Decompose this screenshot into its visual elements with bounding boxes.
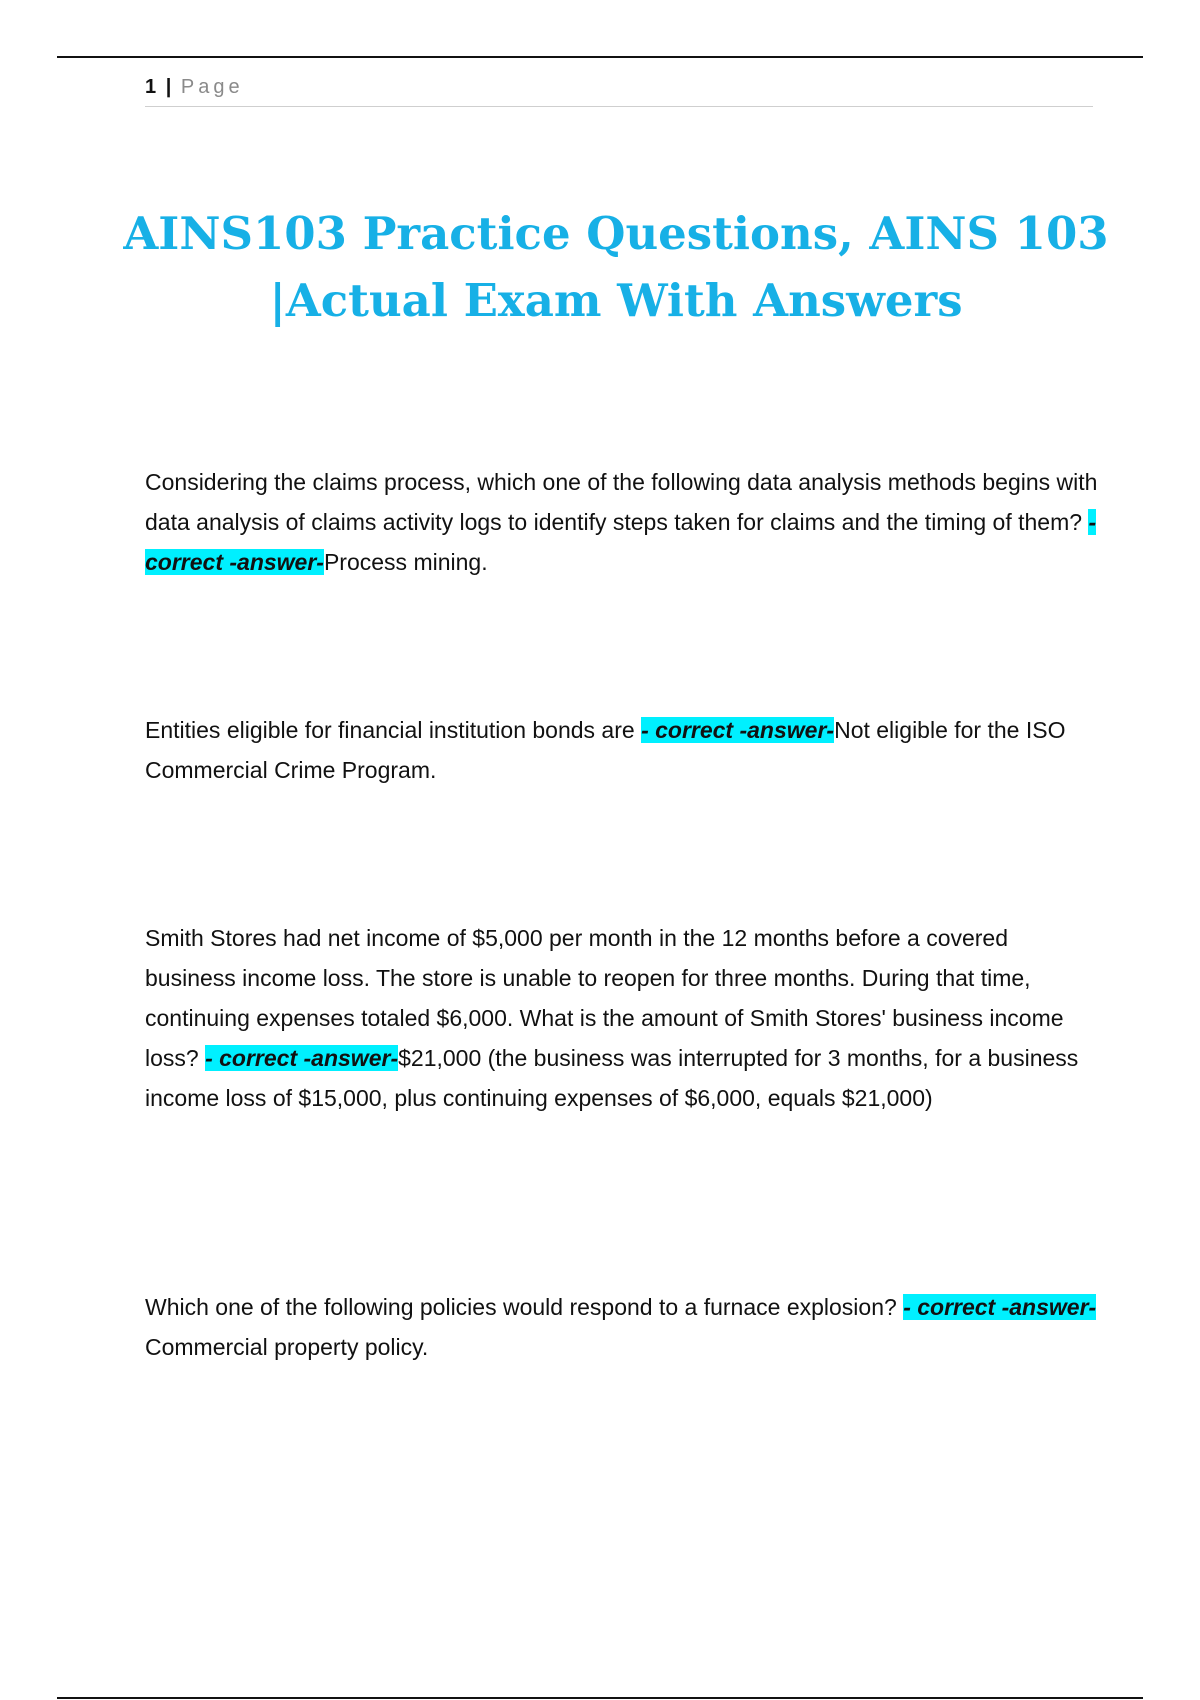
answer-text: $21,000 (the business was interrupted for 3 months, for a business income loss of $15,000, plus continuing expenses of $6,000, equals $21,000) [145,1045,1079,1111]
page-bottom-rule [57,1697,1143,1699]
document-title [120,200,1112,334]
answer-marker: - correct -answer- [205,1045,399,1071]
page-number: 1 [145,76,157,98]
question-block [145,918,1105,1118]
answer-text: Not eligible for the ISO Commercial Crime Program. [145,717,1066,783]
page-separator: | [165,76,172,98]
page-label: Page [180,76,244,98]
question-block [145,462,1105,582]
answer-marker: - correct -answer- [903,1294,1097,1320]
answer-marker: - correct -answer- [145,509,1097,575]
question-text: Entities eligible for financial institution bonds are [145,717,642,743]
page-header [145,74,1093,107]
document-title-line-2: |Actual Exam With Answers [269,274,963,327]
question-text: Considering the claims process, which one of the following data analysis methods begins with data analysis of claims activity logs to identify steps taken for claims and the timing of them? [145,469,1098,535]
question-block [145,1287,1105,1367]
answer-text: Commercial property policy. [145,1334,429,1360]
document-title-line-1: AINS103 Practice Questions, AINS 103 [123,207,1109,260]
answer-marker: - correct -answer- [641,717,835,743]
question-text: Smith Stores had net income of $5,000 per month in the 12 months before a covered business income loss. The store is unable to reopen for three months. During that time, continuing expenses totaled $6,000. What is the amount of Smith Stores' business income loss? [145,925,1064,1071]
question-text: Which one of the following policies would respond to a furnace explosion? [145,1294,904,1320]
question-block [145,710,1105,790]
answer-text: Process mining. [323,549,488,575]
page-top-rule [57,56,1143,58]
